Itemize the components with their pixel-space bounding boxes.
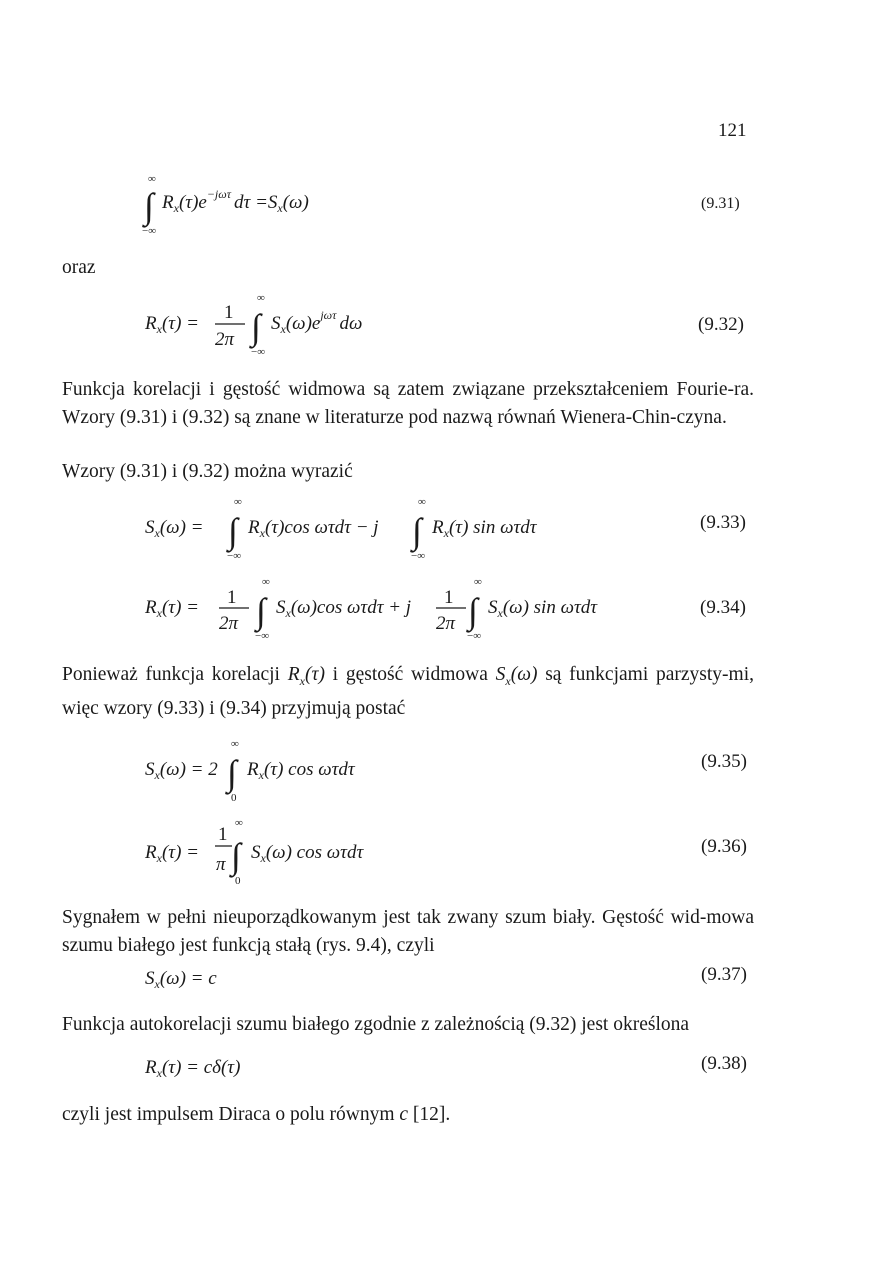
upper-limit: ∞ (262, 576, 270, 588)
lower-limit: 0 (235, 875, 241, 887)
paragraph-parzyste: Ponieważ funkcja korelacji $R_x(\tau)$ i gęstość widmowa $S_x(\omega)$ są funkcjami parzysty-mi, więc wzory (9.33) i (9.34) przyjmują postać (62, 664, 754, 720)
equation-9-36 (145, 812, 405, 892)
integral-sign: ∫ (144, 186, 154, 226)
svg-text:Sx(ω) cos ωτdτ: $S_x(\omega)$ cos ωτdτ (251, 842, 364, 865)
upper-limit-2: ∞ (418, 496, 426, 508)
fraction-numerator-2: 1 (444, 587, 454, 608)
svg-text:Rx(τ) sin ωτdτ: $R_x(\tau)$ sin ωτdτ (432, 517, 537, 540)
fraction-denominator: 2π (215, 329, 235, 350)
lower-limit: −∞ (142, 225, 157, 237)
equation-number-9-32: (9.32) (698, 314, 744, 335)
svg-text:Sx(ω) =: $S_x(\omega)$ = (145, 517, 204, 540)
paragraph-autokorelacja: Funkcja autokorelacji szumu białego zgodnie z zależnością (9.32) jest określona (62, 1014, 690, 1035)
equation-number-9-34: (9.34) (700, 597, 746, 618)
svg-text:Rx(τ) =: $R_x(\tau)$ = (145, 597, 199, 620)
upper-limit-2: ∞ (474, 576, 482, 588)
svg-text:Sx(ω) = 2: $S_x(\omega) = 2$ (145, 759, 218, 782)
lower-limit-2: −∞ (411, 550, 426, 562)
upper-limit: ∞ (148, 173, 156, 185)
equation-number-9-33: (9.33) (700, 512, 746, 533)
fraction-denominator-2: 2π (436, 613, 456, 634)
integral-sign: ∫ (251, 307, 261, 347)
upper-limit: ∞ (257, 292, 265, 304)
equation-number-9-38: (9.38) (701, 1053, 747, 1074)
fraction-numerator: 1 (224, 302, 234, 323)
svg-text:Rx(τ) =: $R_x(\tau)$ = (145, 313, 199, 336)
integral-sign-2: ∫ (412, 511, 422, 551)
fraction-numerator: 1 (218, 824, 228, 845)
svg-text:Rx(τ) = cδ(τ): $R_x(\tau) = c\delta(\tau)$ (145, 1057, 241, 1080)
paragraph-wzory: Wzory (9.31) i (9.32) można wyrazić (62, 461, 353, 482)
equation-9-33 (145, 487, 605, 567)
svg-text:Rx(τ)cos ωτdτ − j: $R_x(\tau)\cos$ ωτdτ − j (248, 517, 379, 540)
lower-limit: −∞ (255, 630, 270, 642)
fraction-denominator: π (216, 854, 226, 875)
equation-number-9-36: (9.36) (701, 836, 747, 857)
lower-limit: 0 (231, 792, 237, 804)
integral-sign-2: ∫ (468, 591, 478, 631)
svg-text:Rx(τ) cos ωτdτ: $R_x(\tau)$ cos ωτdτ (247, 759, 355, 782)
upper-limit: ∞ (231, 738, 239, 750)
equation-9-38 (145, 1047, 365, 1087)
paragraph-fourier: Funkcja korelacji i gęstość widmowa są zatem związane przekształceniem Fourie-ra. Wzory (9.31) i (9.32) są znane w literaturze pod nazwą równań Wienera-Chin-czyna. (62, 379, 754, 428)
lower-limit: −∞ (227, 550, 242, 562)
paragraph-szum-bialy: Sygnałem w pełni nieuporządkowanym jest tak zwany szum biały. Gęstość wid-mowa szumu białego jest funkcją stałą (rys. 9.4), czyli (62, 907, 754, 956)
text-oraz: oraz (62, 257, 96, 278)
fraction-numerator: 1 (227, 587, 237, 608)
equation-9-31 (140, 160, 380, 240)
svg-text:Sx(ω) sin ωτdτ: $S_x(\omega)$ sin ωτdτ (488, 597, 598, 620)
paragraph-dirac: czyli jest impulsem Diraca o polu równym c [12]. (62, 1104, 451, 1125)
equation-9-32 (145, 283, 385, 363)
page-number: 121 (718, 120, 747, 141)
integral-sign: ∫ (231, 836, 241, 876)
equation-9-37 (145, 958, 345, 998)
equation-number-9-31: (9.31) (701, 195, 740, 212)
fraction-denominator: 2π (219, 613, 239, 634)
svg-text:Sx(ω)ejωτdω: $S_x(\omega)e^{j\omega\tau}$ dω (271, 308, 363, 336)
lower-limit-2: −∞ (467, 630, 482, 642)
integral-sign: ∫ (227, 753, 237, 793)
svg-text:Rx(τ) =: $R_x(\tau)$ = (145, 842, 199, 865)
upper-limit: ∞ (234, 496, 242, 508)
equation-9-35 (145, 729, 405, 809)
lower-limit: −∞ (251, 346, 266, 358)
svg-text:Rx(τ)e−jωτdτ =Sx(ω): $R_x(\tau)e^{-j\omega\tau}$ $d\tau =S_x(\omega)$ (162, 187, 309, 215)
integral-sign: ∫ (228, 511, 238, 551)
equation-number-9-37: (9.37) (701, 964, 747, 985)
svg-text:Sx(ω) = c: $S_x(\omega) = c$ (145, 968, 217, 991)
svg-text:Sx(ω)cos ωτdτ + j: $S_x(\omega)\cos$ ωτdτ + j (276, 597, 412, 620)
upper-limit: ∞ (235, 817, 243, 829)
equation-9-34 (145, 567, 625, 647)
equation-number-9-35: (9.35) (701, 751, 747, 772)
integral-sign: ∫ (256, 591, 266, 631)
